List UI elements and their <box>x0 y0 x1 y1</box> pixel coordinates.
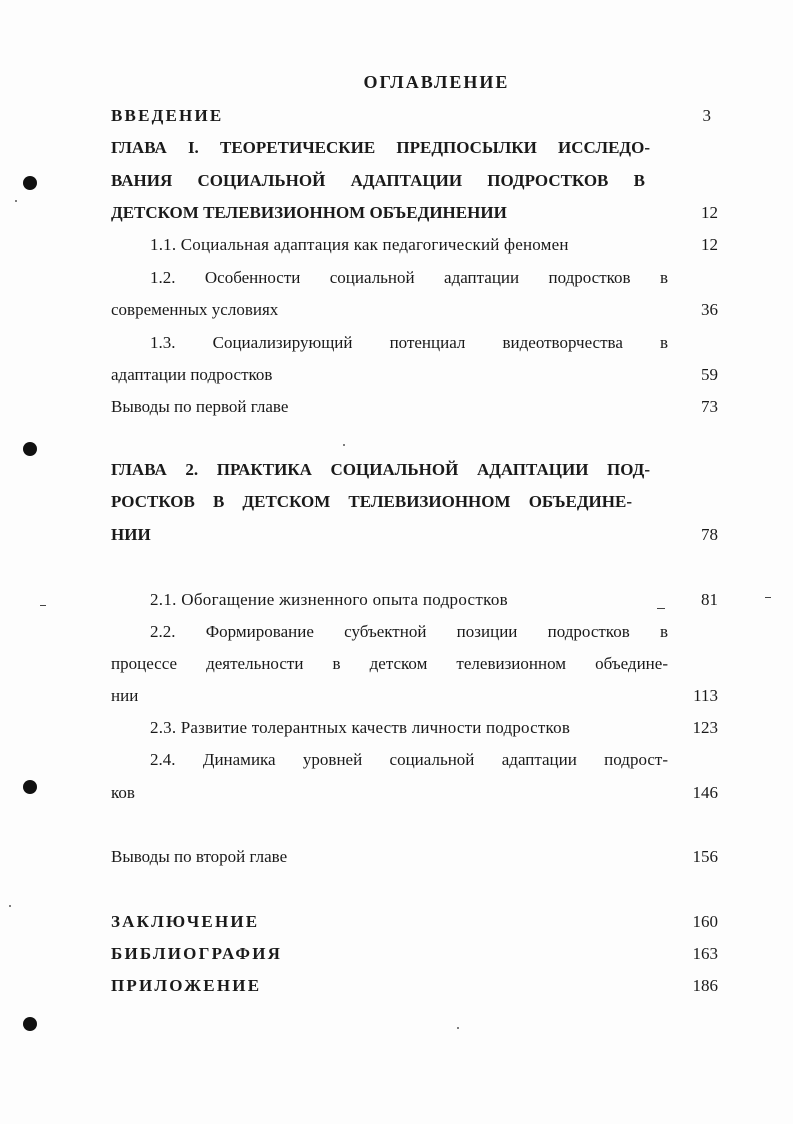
toc-intro-label: ВВЕДЕНИЕ <box>111 106 224 125</box>
toc-s11-label: 1.1. Социальная адаптация как педагогический феномен <box>150 235 569 254</box>
toc-ch2-line2: РОСТКОВ В ДЕТСКОМ ТЕЛЕВИЗИОННОМ ОБЪЕДИНЕ- <box>111 492 632 511</box>
toc-s13-page: 59 <box>701 365 718 384</box>
toc-conclusion-label: ЗАКЛЮЧЕНИЕ <box>111 912 260 931</box>
toc-ch1-line3: ДЕТСКОМ ТЕЛЕВИЗИОННОМ ОБЪЕДИНЕНИИ <box>111 203 507 222</box>
scan-speck <box>343 444 345 446</box>
toc-concl2-page: 156 <box>692 847 718 866</box>
toc-s22-page: 113 <box>693 686 718 705</box>
toc-s13-line1: 1.3. Социализирующий потенциал видеотворчества в <box>150 333 668 352</box>
toc-s22-line1: 2.2. Формирование субъектной позиции подростков в <box>150 622 668 641</box>
toc-ch2-line1: ГЛАВА 2. ПРАКТИКА СОЦИАЛЬНОЙ АДАПТАЦИИ ПОД- <box>111 460 650 479</box>
toc-s12-line2: современных условиях <box>111 300 279 319</box>
scan-speck <box>9 905 11 907</box>
toc-s24-line1: 2.4. Динамика уровней социальной адаптации подрост- <box>150 750 668 769</box>
toc-ch1-page: 12 <box>701 203 718 222</box>
toc-ch1-line2: ВАНИЯ СОЦИАЛЬНОЙ АДАПТАЦИИ ПОДРОСТКОВ В <box>111 171 645 190</box>
binder-hole-3 <box>23 780 37 794</box>
toc-s24-line2: ков <box>111 783 135 802</box>
toc-s22-line3: нии <box>111 686 139 705</box>
toc-appendix-label: ПРИЛОЖЕНИЕ <box>111 976 262 995</box>
toc-intro-page: 3 <box>702 106 711 125</box>
toc-s13-line2: адаптации подростков <box>111 365 273 384</box>
toc-concl1-label: Выводы по первой главе <box>111 397 289 416</box>
toc-s12-line1: 1.2. Особенности социальной адаптации подростков в <box>150 268 668 287</box>
scan-speck <box>15 200 17 202</box>
binder-hole-1 <box>23 176 37 190</box>
toc-ch1-line1: ГЛАВА I. ТЕОРЕТИЧЕСКИЕ ПРЕДПОСЫЛКИ ИССЛЕДО- <box>111 138 650 157</box>
toc-s23-page: 123 <box>692 718 718 737</box>
toc-conclusion-page: 160 <box>692 912 718 931</box>
toc-concl2-label: Выводы по второй главе <box>111 847 288 866</box>
toc-ch2-page: 78 <box>701 525 718 544</box>
toc-s21-page: 81 <box>701 590 718 609</box>
toc-bibliography-label: БИБЛИОГРАФИЯ <box>111 944 283 963</box>
scan-mark <box>765 597 771 598</box>
toc-s12-page: 36 <box>701 300 718 319</box>
toc-s23-label: 2.3. Развитие толерантных качеств личности подростков <box>150 718 571 737</box>
page-title: ОГЛАВЛЕНИЕ <box>363 72 510 92</box>
toc-ch2-line3: НИИ <box>111 525 151 544</box>
binder-hole-2 <box>23 442 37 456</box>
toc-s21-label: 2.1. Обогащение жизненного опыта подростков <box>150 590 508 609</box>
toc-bibliography-page: 163 <box>692 944 718 963</box>
scan-speck <box>457 1027 459 1029</box>
toc-concl1-page: 73 <box>701 397 718 416</box>
toc-s22-line2: процессе деятельности в детском телевизионном объедине- <box>111 654 668 673</box>
scan-mark <box>40 605 46 606</box>
binder-hole-4 <box>23 1017 37 1031</box>
toc-s11-page: 12 <box>701 235 718 254</box>
toc-s24-page: 146 <box>692 783 718 802</box>
toc-appendix-page: 186 <box>692 976 718 995</box>
